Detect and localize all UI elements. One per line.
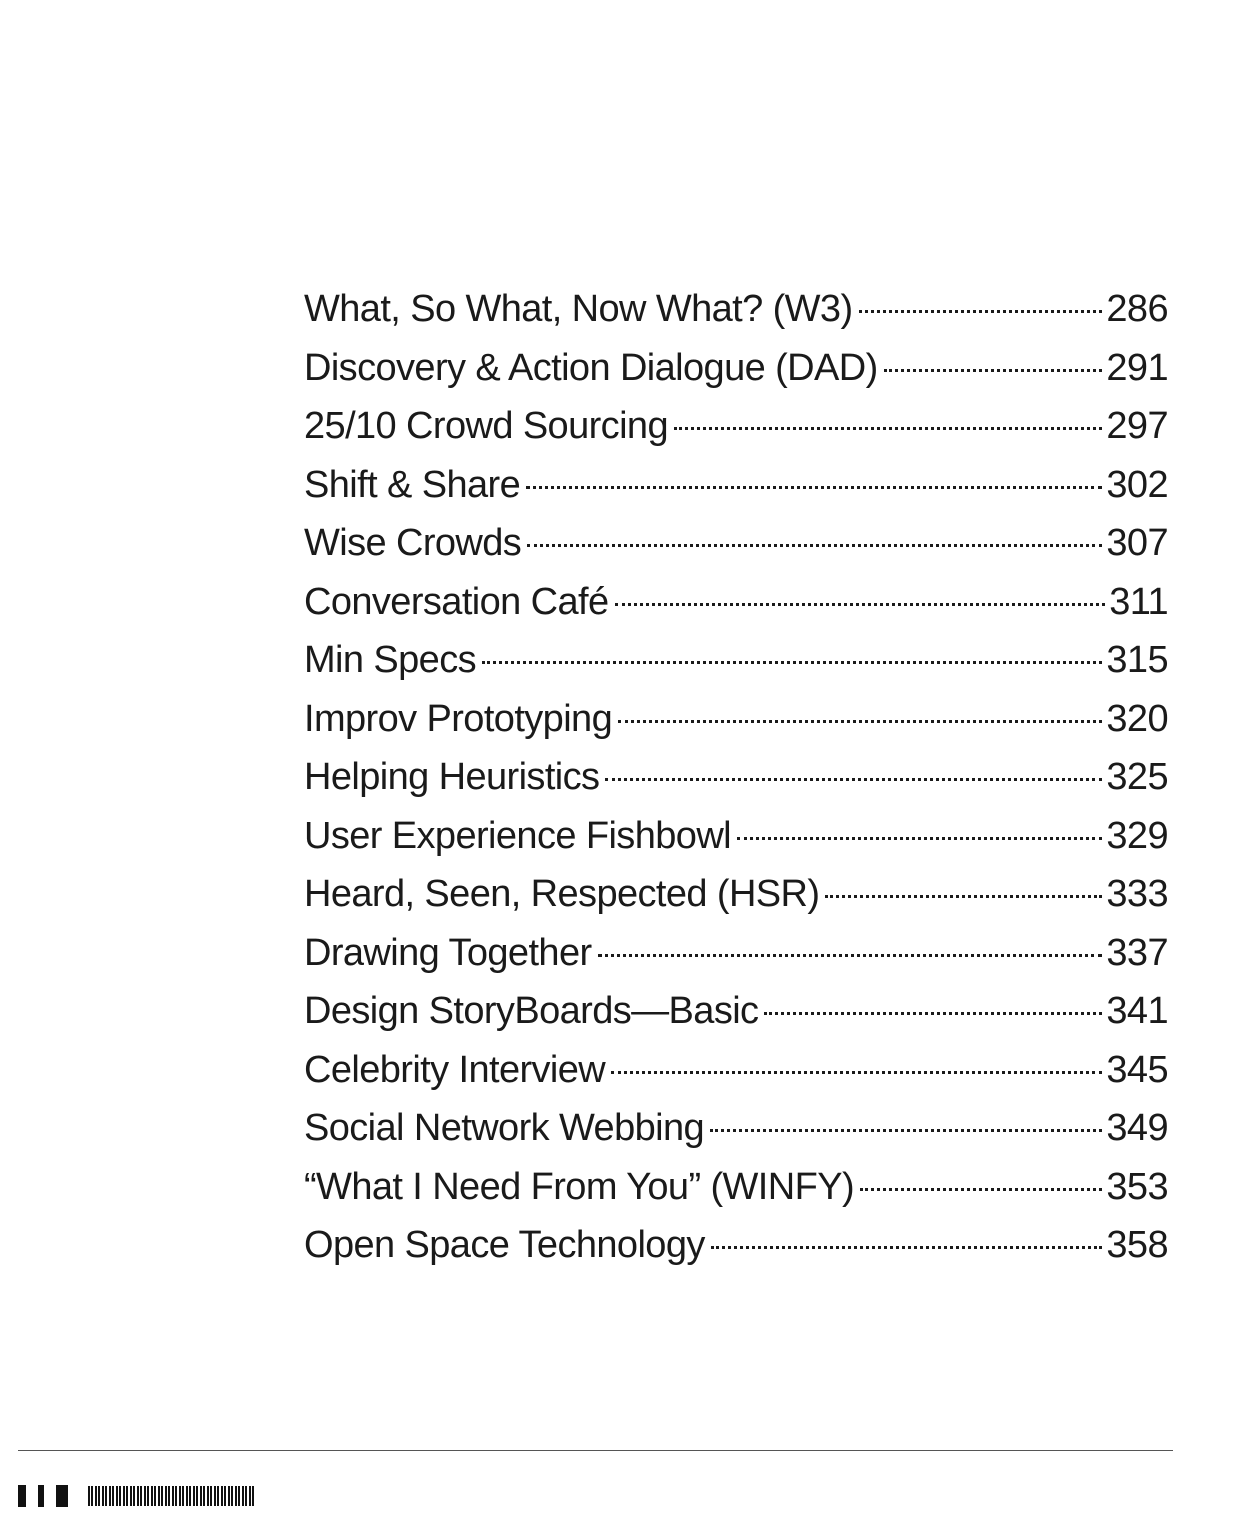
- toc-entry-page: 286: [1106, 288, 1168, 330]
- toc-entry: [304, 280, 1168, 339]
- dot-leader: [825, 895, 1102, 898]
- dot-leader: [527, 544, 1102, 547]
- dot-leader: [615, 603, 1106, 606]
- dot-leader: [711, 1246, 1103, 1249]
- toc-entry: [304, 456, 1168, 515]
- footer-divider: [18, 1450, 1173, 1451]
- toc-entry-page: 358: [1106, 1224, 1168, 1266]
- dot-leader: [482, 661, 1102, 664]
- dot-leader: [605, 778, 1102, 781]
- dot-leader: [674, 427, 1102, 430]
- toc-entry: [304, 748, 1168, 807]
- toc-entry-title: Conversation Café: [304, 580, 609, 623]
- toc-entry: [304, 631, 1168, 690]
- toc-entry: [304, 807, 1168, 866]
- toc-entry-title: Heard, Seen, Respected (HSR): [304, 873, 820, 915]
- print-registration-mark: [18, 1484, 256, 1508]
- dot-leader: [859, 310, 1103, 313]
- toc-entry-page: 302: [1106, 463, 1168, 506]
- toc-entry-page: 311: [1109, 580, 1168, 623]
- toc-entry-title: Design StoryBoards—Basic: [304, 990, 759, 1032]
- toc-entry: [304, 397, 1168, 456]
- toc-entry-title: Shift & Share: [304, 463, 521, 506]
- toc-entry-title: Open Space Technology: [304, 1224, 705, 1266]
- toc-entry-title: Wise Crowds: [304, 522, 522, 564]
- toc-entry-title: What, So What, Now What? (W3): [304, 288, 853, 330]
- toc-entry-page: 320: [1106, 697, 1168, 740]
- toc-entry-title: Helping Heuristics: [304, 756, 600, 798]
- toc-entry-title: 25/10 Crowd Sourcing: [304, 405, 668, 447]
- registration-bar: [56, 1485, 68, 1507]
- dot-leader: [884, 369, 1103, 372]
- toc-entry-page: 297: [1106, 405, 1168, 447]
- printer-code-strip: [88, 1486, 256, 1506]
- registration-bar: [38, 1485, 44, 1507]
- registration-bar: [18, 1485, 26, 1507]
- dot-leader: [737, 837, 1102, 840]
- toc-entry-page: 341: [1106, 990, 1168, 1032]
- toc-entry-page: 345: [1106, 1048, 1168, 1091]
- toc-entry-page: 353: [1106, 1165, 1168, 1208]
- toc-entry: [304, 339, 1168, 398]
- toc-entry: [304, 514, 1168, 573]
- toc-entry: [304, 690, 1168, 749]
- dot-leader: [710, 1129, 1102, 1132]
- toc-entry-title: User Experience Fishbowl: [304, 814, 731, 857]
- toc-entry-title: Drawing Together: [304, 931, 592, 974]
- toc-entry-page: 291: [1106, 346, 1168, 389]
- toc-entry-page: 333: [1106, 873, 1168, 915]
- toc-entry: [304, 1041, 1168, 1100]
- toc-entry-page: 329: [1106, 814, 1168, 857]
- dot-leader: [764, 1012, 1102, 1015]
- toc-entry-title: Min Specs: [304, 639, 477, 681]
- toc-entry: [304, 573, 1168, 632]
- toc-entry-page: 325: [1106, 756, 1168, 798]
- toc-entry: [304, 865, 1168, 924]
- toc-entry-page: 315: [1106, 639, 1168, 681]
- toc-entry-page: 307: [1106, 522, 1168, 564]
- toc-entry: [304, 924, 1168, 983]
- dot-leader: [598, 954, 1103, 957]
- toc-entry: [304, 1099, 1168, 1158]
- toc-entry: [304, 982, 1168, 1041]
- toc-entry: [304, 1216, 1168, 1275]
- toc-entry-title: Improv Prototyping: [304, 697, 613, 740]
- toc-entry-title: Social Network Webbing: [304, 1107, 705, 1149]
- toc-entry: [304, 1158, 1168, 1217]
- dot-leader: [860, 1188, 1102, 1191]
- table-of-contents: [304, 280, 1168, 1275]
- toc-entry-page: 349: [1106, 1107, 1168, 1149]
- toc-entry-title: “What I Need From You” (WINFY): [304, 1165, 855, 1208]
- toc-entry-title: Celebrity Interview: [304, 1048, 606, 1091]
- dot-leader: [618, 720, 1102, 723]
- toc-entry-page: 337: [1106, 931, 1168, 974]
- dot-leader: [611, 1071, 1102, 1074]
- toc-entry-title: Discovery & Action Dialogue (DAD): [304, 346, 878, 389]
- dot-leader: [526, 486, 1102, 489]
